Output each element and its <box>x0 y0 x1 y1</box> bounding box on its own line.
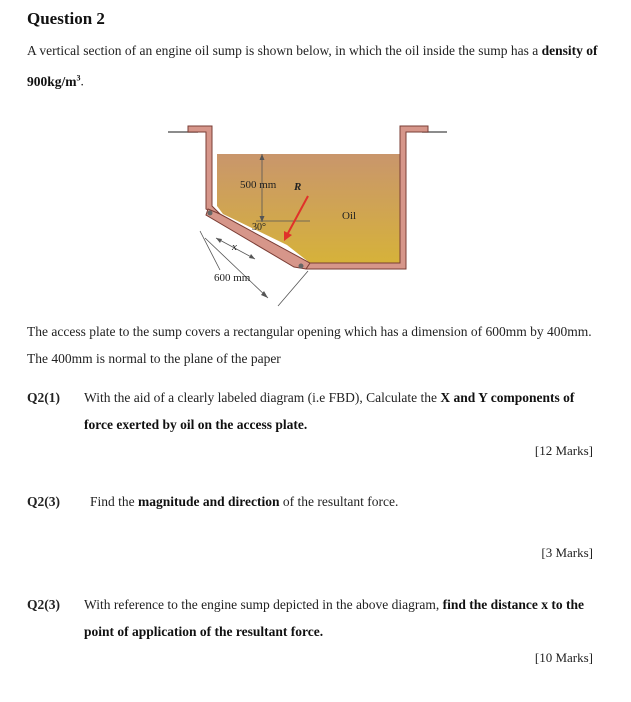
x-dim-arrow-a <box>216 238 222 243</box>
density-exponent: 3 <box>76 73 81 82</box>
question-title: Question 2 <box>27 9 105 28</box>
q3-label: Q2(3) <box>27 597 60 612</box>
plate-bolt-right <box>299 264 304 269</box>
label-x: x <box>232 241 237 253</box>
plate-bolt-left <box>208 211 213 216</box>
label-500mm: 500 mm <box>240 179 277 191</box>
q3-text-plain: With reference to the engine sump depicted in the above diagram, <box>84 597 443 612</box>
q3-text <box>84 591 599 645</box>
intro-text: A vertical section of an engine oil sump is shown below, in which the oil inside the sump has a <box>27 43 542 58</box>
q3-text-bold: find the distance x to the point of application of the resultant force. <box>84 597 584 639</box>
q2-marks: [3 Marks] <box>541 545 593 560</box>
q2-text-b: of the resultant force. <box>279 494 399 509</box>
body-paragraph: The access plate to the sump covers a rectangular opening which has a dimension of 600mm by 400mm. The 400mm is normal to the plane of the paper <box>27 324 592 366</box>
q2-label: Q2(3) <box>27 494 60 509</box>
sump-diagram <box>160 118 450 308</box>
label-oil: Oil <box>342 210 357 222</box>
x-ext-line-a <box>200 231 220 270</box>
q1-text-bold: X and Y components of force exerted by oil on the access plate. <box>84 390 575 432</box>
q3-marks: [10 Marks] <box>534 650 593 665</box>
q2-text <box>90 488 590 515</box>
question-intro <box>27 37 607 95</box>
oil-region <box>217 154 400 263</box>
label-600mm: 600 mm <box>214 272 251 284</box>
q2-text-a: Find the <box>90 494 139 509</box>
intro-end: . <box>80 73 84 89</box>
sump-wall-left <box>188 126 220 217</box>
q1-label: Q2(1) <box>27 390 60 405</box>
ext-line-right <box>278 271 308 306</box>
q1-text-plain: With the aid of a clearly labeled diagram (i.e FBD), Calculate the <box>84 390 441 405</box>
q1-marks: [12 Marks] <box>534 443 593 458</box>
sump-figure <box>160 118 450 313</box>
label-R: R <box>294 181 302 193</box>
x-dim-arrow-b <box>249 254 255 259</box>
q1-text <box>84 384 594 438</box>
density-text: density of 900kg/m <box>27 43 598 89</box>
label-30deg: 30° <box>252 222 266 233</box>
q2-text-bold: magnitude and direction <box>138 494 280 509</box>
